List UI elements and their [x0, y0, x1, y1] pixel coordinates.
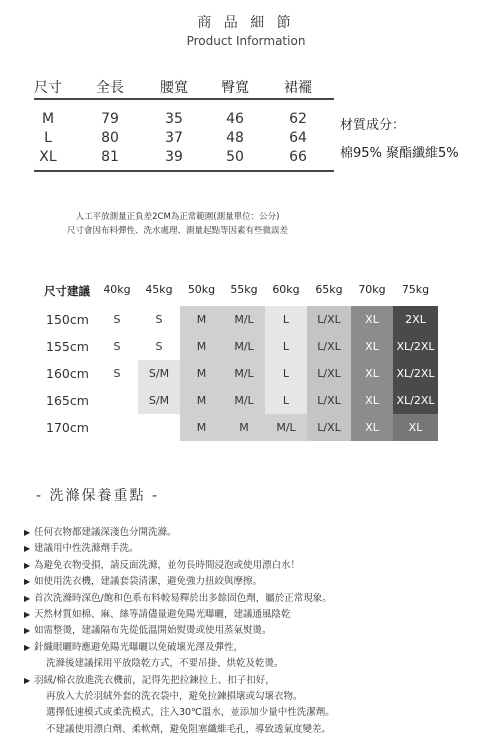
care-item [24, 639, 243, 653]
spec-cell: 62 [289, 111, 307, 127]
spec-cell: 46 [226, 111, 244, 127]
care-item [24, 590, 332, 604]
weight-header: 45kg [145, 283, 173, 296]
bullet-triangle-icon: ▶ [24, 544, 31, 554]
weight-header: 70kg [358, 283, 386, 296]
bullet-triangle-icon: ▶ [24, 610, 31, 619]
care-item-text: 天然材質如棉、麻、絲等請儘量避免陽光曝曬，建議通風陰乾 [34, 609, 291, 620]
weight-header: 75kg [401, 283, 430, 296]
size-cell: M [180, 360, 223, 387]
weight-header: 65kg [315, 283, 343, 296]
size-cell: M [180, 414, 223, 441]
bullet-triangle-icon: ▶ [24, 642, 31, 652]
size-cell: M/L [223, 333, 265, 360]
size-rec-label: 尺寸建議 [44, 284, 90, 298]
care-item [24, 524, 177, 538]
spec-cell: XL [39, 149, 57, 165]
size-cell: XL/2XL [393, 333, 438, 360]
size-cell: XL [351, 333, 393, 360]
spec-cell: 35 [165, 111, 183, 127]
spec-cell: 50 [226, 149, 244, 165]
care-item-text: 羽絨/棉衣放進洗衣機前，記得先把拉鍊拉上、扣子扣好， [34, 674, 275, 686]
spec-cell: M [41, 111, 55, 127]
height-label: 165cm [46, 393, 89, 408]
spec-header-cell: 尺寸 [34, 80, 62, 96]
size-cell: XL/2XL [393, 360, 438, 387]
spec-cell: 48 [226, 130, 244, 146]
spec-cell: L [44, 130, 52, 146]
care-title: - 洗滌保養重點 - [36, 488, 160, 504]
care-item-text: 如使用洗衣機，建議套袋清潔，避免強力扭絞與摩擦。 [34, 576, 263, 588]
care-item-continuation: 不建議使用漂白劑、柔軟劑，避免阻塞纖維毛孔，導致透氣度變差。 [46, 723, 332, 735]
size-cell: S [96, 360, 138, 387]
size-cell: M [180, 387, 223, 414]
size-cell: L [265, 306, 307, 333]
care-item-text: 為避免衣物受損，請反面洗滌，並勿長時間浸泡或使用漂白水！ [34, 559, 301, 571]
spec-header-cell: 全長 [96, 80, 124, 96]
care-item [24, 540, 139, 554]
spec-cell: 66 [289, 149, 307, 165]
weight-header: 40kg [103, 283, 131, 296]
care-item [24, 622, 272, 636]
size-cell: XL/2XL [393, 387, 438, 414]
size-cell: M/L [223, 360, 265, 387]
page-subtitle: Product Information [186, 34, 306, 48]
height-label: 150cm [46, 312, 89, 327]
care-item [24, 557, 300, 571]
size-cell: L/XL [307, 333, 351, 360]
weight-header: 60kg [272, 283, 300, 296]
spec-cell: 81 [101, 149, 119, 165]
spec-cell: 80 [101, 130, 119, 146]
table-bottom-rule [34, 170, 334, 172]
size-cell: L/XL [307, 306, 351, 333]
size-cell: S/M [138, 387, 180, 414]
measure-note-1: 人工平放測量正負差2CM為正常範圍(測量單位：公分) [75, 212, 280, 222]
size-cell: 2XL [393, 306, 438, 333]
care-item [24, 672, 275, 686]
bullet-triangle-icon: ▶ [24, 626, 31, 636]
bullet-triangle-icon: ▶ [24, 675, 31, 685]
material-label: 材質成分： [340, 118, 406, 133]
care-item-continuation: 洗滌後建議採用平放陰乾方式，不要吊掛、烘乾及乾燙。 [46, 658, 284, 670]
size-cell: S/M [138, 360, 180, 387]
size-cell: XL [351, 387, 393, 414]
size-cell: M [180, 306, 223, 333]
care-item-text: 任何衣物都建議深淺色分開洗滌。 [34, 527, 177, 538]
height-label: 170cm [46, 420, 89, 435]
measure-note-2: 尺寸會因布料彈性、洗水處理、測量起點等因素有些微誤差 [66, 226, 288, 236]
bullet-triangle-icon: ▶ [24, 593, 31, 603]
bullet-triangle-icon: ▶ [24, 577, 31, 587]
height-label: 155cm [46, 339, 89, 354]
care-item-text: 針織眼曬時應避免陽光曝曬以免破壞光澤及彈性， [34, 641, 244, 653]
spec-header-cell: 臀寬 [221, 80, 249, 96]
spec-cell: 64 [289, 130, 307, 146]
material-value: 棉95% 聚酯纖維5% [340, 146, 459, 161]
size-cell: L/XL [307, 414, 351, 441]
size-cell: S [96, 306, 138, 333]
size-cell: L/XL [307, 387, 351, 414]
spec-header-cell: 腰寬 [160, 80, 188, 96]
care-item [24, 606, 291, 620]
size-cell: L [265, 387, 307, 414]
spec-header-cell: 裙襬 [284, 80, 312, 96]
page-title: 商 品 細 節 [197, 15, 295, 31]
care-item [24, 573, 262, 587]
size-cell: S [96, 333, 138, 360]
size-cell: XL [351, 414, 393, 441]
size-cell: M [223, 414, 265, 441]
size-cell: M [180, 333, 223, 360]
size-cell: XL [351, 306, 393, 333]
size-cell: M/L [265, 414, 307, 441]
spec-cell: 79 [101, 111, 119, 127]
care-item-continuation: 選擇低速模式或柔洗模式，注入30℃溫水，並添加少量中性洗潔劑。 [46, 707, 335, 719]
size-cell: XL [351, 360, 393, 387]
size-cell: S [138, 306, 180, 333]
care-item-continuation: 再放入大於羽絨外套的洗衣袋中，避免拉鍊損壞或勾壞衣物。 [46, 691, 303, 702]
size-cell: M/L [223, 387, 265, 414]
spec-cell: 39 [165, 149, 183, 165]
bullet-triangle-icon: ▶ [24, 528, 31, 537]
spec-cell: 37 [165, 130, 183, 146]
care-item-text: 建議用中性洗滌劑手洗。 [34, 543, 139, 555]
weight-header: 55kg [230, 283, 258, 296]
size-cell: L [265, 333, 307, 360]
table-top-rule [34, 98, 334, 100]
size-cell: XL [393, 414, 438, 441]
care-item-text: 首次洗滌時深色/飽和色系布料較易釋於出多餘固色劑，屬於正常現象。 [34, 592, 332, 604]
bullet-triangle-icon: ▶ [24, 560, 31, 570]
weight-header: 50kg [187, 283, 216, 296]
size-cell: S [138, 333, 180, 360]
care-item-text: 如需整燙，建議隔布先從低溫開始熨燙或使用蒸氣熨燙。 [34, 625, 272, 637]
size-cell: M/L [223, 306, 265, 333]
size-cell: L [265, 360, 307, 387]
height-label: 160cm [46, 366, 89, 381]
size-cell: L/XL [307, 360, 351, 387]
